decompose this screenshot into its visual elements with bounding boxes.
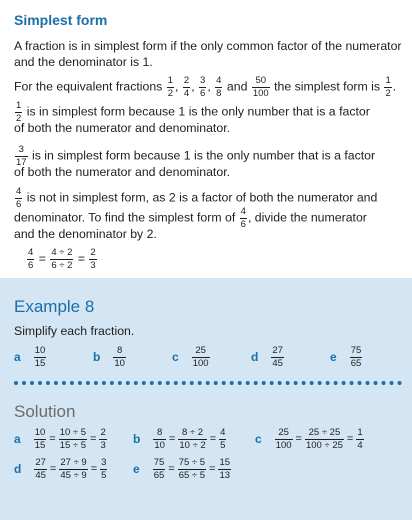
paragraph-three-seventeenths-line-1: $\frac{3}{17}$ is in simplest form because 1 is the only number that is a factor bbox=[16, 144, 376, 168]
paragraph-definition-line-2: and the denominator is 1. bbox=[14, 55, 153, 69]
question-label: c bbox=[172, 350, 179, 364]
fraction: $\frac{3}{5}$ bbox=[101, 457, 107, 481]
fraction: $\frac{25}{100}$ bbox=[192, 345, 209, 369]
fraction: $\frac{25}{100}$ bbox=[275, 427, 292, 451]
fraction: $\frac{75 \div 5}{65 \div 5}$ bbox=[178, 457, 206, 481]
section-heading: Simplest form bbox=[14, 12, 108, 28]
fraction: $\frac{1}{4}$ bbox=[357, 427, 363, 451]
paragraph-half-line-1: $\frac{1}{2}$ is in simplest form because 1 is the only number that is a factor bbox=[16, 100, 370, 124]
fraction: $\frac{8}{10}$ bbox=[154, 427, 165, 451]
solution-label: d bbox=[14, 462, 22, 476]
fraction: $\frac{4}{6}$ bbox=[28, 247, 34, 271]
fraction: $\frac{4}{8}$ bbox=[216, 75, 222, 99]
fraction: $\frac{4}{6}$ bbox=[16, 186, 22, 210]
fraction: $\frac{1}{2}$ bbox=[167, 75, 174, 99]
solution-label: b bbox=[133, 432, 141, 446]
question-e bbox=[330, 346, 363, 368]
text-prefix: For the equivalent fractions bbox=[14, 79, 163, 94]
fraction: $\frac{4}{6}$ bbox=[240, 206, 246, 230]
solution-a: a $\frac{10}{15}$ = $\frac{10 \div 5}{15 \div 5}$ = $\frac{2}{3}$ bbox=[14, 427, 106, 451]
fraction: $\frac{27}{45}$ bbox=[35, 457, 46, 481]
question-c bbox=[172, 346, 211, 368]
solution-c: c $\frac{25}{100}$ = $\frac{25 \div 25}{100 \div 25}$ = $\frac{1}{4}$ bbox=[255, 427, 363, 451]
fraction: $\frac{75}{65}$ bbox=[153, 457, 165, 481]
solution-b: b $\frac{8}{10}$ = $\frac{8 \div 2}{10 \div 2}$ = $\frac{4}{5}$ bbox=[133, 427, 226, 451]
solution-label: a bbox=[14, 432, 21, 446]
fraction: $\frac{3}{17}$ bbox=[16, 144, 27, 168]
example-title: Example 8 bbox=[14, 297, 95, 316]
example-instruction: Simplify each fraction. bbox=[14, 324, 135, 338]
fraction: $\frac{25 \div 25}{100 \div 25}$ bbox=[305, 427, 343, 451]
solution-e: e $\frac{75}{65}$ = $\frac{75 \div 5}{65 \div 5}$ = $\frac{15}{13}$ bbox=[133, 457, 231, 481]
fraction: $\frac{10 \div 5}{15 \div 5}$ bbox=[59, 427, 87, 451]
solution-d: d $\frac{27}{45}$ = $\frac{27 \div 9}{45 \div 9}$ = $\frac{3}{5}$ bbox=[14, 457, 107, 481]
paragraph-four-sixths-line-3: and the denominator by 2. bbox=[14, 227, 157, 241]
fraction: $\frac{75}{65}$ bbox=[350, 345, 362, 369]
fraction: $\frac{2}{3}$ bbox=[90, 247, 96, 271]
dotted-divider bbox=[14, 381, 402, 385]
fraction: $\frac{4}{5}$ bbox=[220, 427, 226, 451]
fraction: $\frac{15}{13}$ bbox=[219, 457, 231, 481]
question-d bbox=[251, 346, 285, 368]
fraction: $\frac{10}{15}$ bbox=[34, 427, 46, 451]
worked-equation: $\frac{4}{6}$ = $\frac{4 \div 2}{6 \div 2}$ = $\frac{2}{3}$ bbox=[28, 247, 96, 271]
question-label: b bbox=[93, 350, 101, 364]
solution-label: e bbox=[133, 462, 140, 476]
fraction: $\frac{27 \div 9}{45 \div 9}$ bbox=[60, 457, 87, 481]
fraction-answer: $\frac{1}{2}$ bbox=[385, 75, 391, 99]
solution-label: c bbox=[255, 432, 262, 446]
question-label: e bbox=[330, 350, 337, 364]
question-b bbox=[93, 346, 127, 368]
paragraph-three-seventeenths-line-2: of both the numerator and denominator. bbox=[14, 165, 231, 179]
question-label: d bbox=[251, 350, 259, 364]
paragraph-four-sixths-line-1: $\frac{4}{6}$ is not in simplest form, as 2 is a factor of both the numerator and bbox=[16, 186, 378, 210]
fraction: $\frac{8}{10}$ bbox=[114, 345, 125, 369]
paragraph-four-sixths-line-2: denominator. To find the simplest form of $\frac{4}{6}$ , divide the numerator bbox=[14, 206, 367, 230]
fraction: $\frac{1}{2}$ bbox=[16, 100, 22, 124]
paragraph-definition-line-1: A fraction is in simplest form if the only common factor of the numerator bbox=[14, 39, 402, 53]
fraction: $\frac{50}{100}$ bbox=[252, 75, 269, 99]
fraction: $\frac{3}{6}$ bbox=[200, 75, 206, 99]
question-a bbox=[14, 346, 47, 368]
question-label: a bbox=[14, 350, 21, 364]
fraction: $\frac{10}{15}$ bbox=[34, 345, 46, 369]
solution-title: Solution bbox=[14, 402, 76, 421]
fraction: $\frac{8 \div 2}{10 \div 2}$ bbox=[179, 427, 206, 451]
fraction: $\frac{27}{45}$ bbox=[272, 345, 283, 369]
fraction: $\frac{4 \div 2}{6 \div 2}$ bbox=[51, 247, 73, 271]
paragraph-half-line-2: of both the numerator and denominator. bbox=[14, 121, 231, 135]
paragraph-equivalent-fractions: For the equivalent fractions $\frac{1}{2}$ , $\frac{2}{4}$ , $\frac{3}{6}$ , $\frac{4}{8}$ and $\frac{50}{100}$ the simplest form is $\frac{1}{2}$ . bbox=[14, 75, 397, 99]
fraction: $\frac{2}{3}$ bbox=[100, 427, 106, 451]
fraction: $\frac{2}{4}$ bbox=[183, 75, 190, 99]
